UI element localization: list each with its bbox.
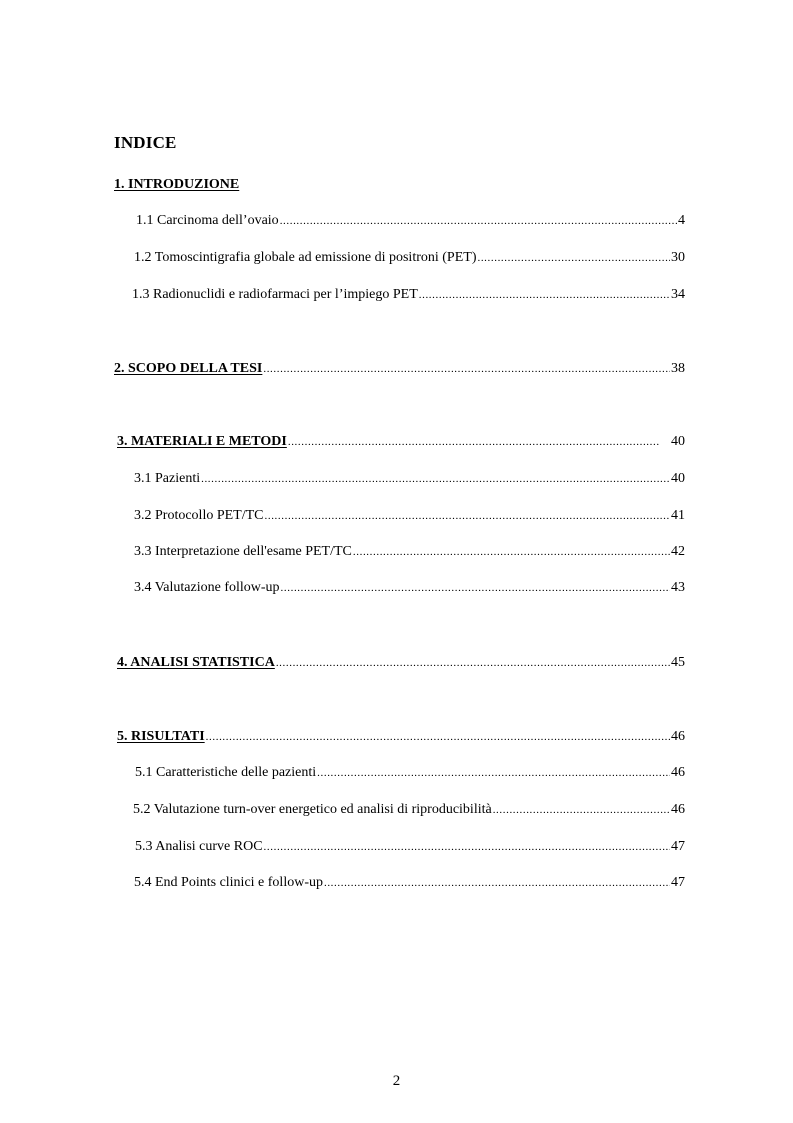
toc-entry [134, 874, 685, 892]
toc-leader-dots [201, 470, 670, 488]
toc-leader-dots [276, 654, 670, 672]
toc-leader-dots [265, 507, 671, 525]
toc-leader-dots [317, 764, 670, 782]
toc-leader-dots [206, 728, 670, 746]
toc-entry [136, 212, 685, 230]
toc-entry-label: 1. INTRODUZIONE [114, 177, 240, 192]
toc-entry [135, 764, 685, 782]
toc-entry [133, 801, 685, 819]
toc-entry-label: 3.4 Valutazione follow-up [134, 580, 280, 595]
toc-entry [132, 286, 685, 304]
toc-leader-dots [477, 249, 670, 267]
toc-entry-page: 38 [671, 361, 685, 376]
toc-entry-label: 5.4 End Points clinici e follow-up [134, 875, 323, 890]
toc-section-heading [117, 433, 685, 451]
toc-entry [134, 579, 685, 597]
toc-entry-label: 4. ANALISI STATISTICA [117, 655, 275, 670]
toc-entry-page: 43 [671, 580, 685, 595]
toc-entry-label: 3.1 Pazienti [134, 471, 201, 486]
toc-entry-label: 3.3 Interpretazione dell'esame PET/TC [134, 544, 352, 559]
toc-section-heading [117, 654, 685, 672]
toc-entry-page: 46 [671, 802, 685, 817]
toc-leader-dots [264, 838, 670, 856]
toc-entry-page: 34 [671, 287, 685, 302]
toc-section-heading [114, 360, 685, 378]
toc-entry [134, 249, 685, 267]
toc-entry-page: 46 [671, 765, 685, 780]
toc-section-heading [117, 728, 685, 746]
toc-entry [134, 543, 685, 561]
toc-leader-dots [324, 874, 670, 892]
toc-leader-dots [419, 286, 670, 304]
toc-entry-label: 3. MATERIALI E METODI [117, 434, 287, 449]
toc-entry [134, 507, 685, 525]
toc-entry-page: 4 [678, 213, 685, 228]
toc-entry-page: 46 [671, 729, 685, 744]
page-number: 2 [392, 1073, 401, 1089]
toc-entry-page: 40 [671, 471, 685, 486]
toc-entry-page: 47 [671, 875, 685, 890]
toc-section-heading [114, 176, 239, 194]
toc-leader-dots [281, 579, 670, 597]
toc-entry-label: 5. RISULTATI [117, 729, 205, 744]
toc-entry-page: 42 [671, 544, 685, 559]
toc-title: INDICE [114, 133, 177, 152]
toc-entry-page: 47 [671, 839, 685, 854]
toc-leader-dots [493, 801, 670, 819]
toc-leader-dots [280, 212, 677, 230]
toc-entry [135, 838, 685, 856]
toc-leader-dots [353, 543, 670, 561]
toc-entry [134, 470, 685, 488]
toc-leader-dots [263, 360, 670, 378]
toc-entry-page: 41 [671, 508, 685, 523]
toc-entry-label: 1.1 Carcinoma dell’ovaio [136, 213, 279, 228]
toc-leader-dots [288, 433, 659, 451]
toc-entry-label: 1.3 Radionuclidi e radiofarmaci per l’impiego PET [132, 287, 418, 302]
toc-entry-label: 3.2 Protocollo PET/TC [134, 508, 264, 523]
toc-entry-label: 2. SCOPO DELLA TESI [114, 361, 263, 376]
toc-entry-page: 30 [671, 250, 685, 265]
toc-entry-page: 45 [671, 655, 685, 670]
toc-entry-label: 5.3 Analisi curve ROC [135, 839, 263, 854]
toc-entry-page: 40 [671, 434, 685, 449]
toc-entry-label: 5.2 Valutazione turn-over energetico ed analisi di riproducibilità [133, 802, 492, 817]
toc-entry-label: 5.1 Caratteristiche delle pazienti [135, 765, 317, 780]
toc-entry-label: 1.2 Tomoscintigrafia globale ad emissione di positroni (PET) [134, 250, 477, 265]
